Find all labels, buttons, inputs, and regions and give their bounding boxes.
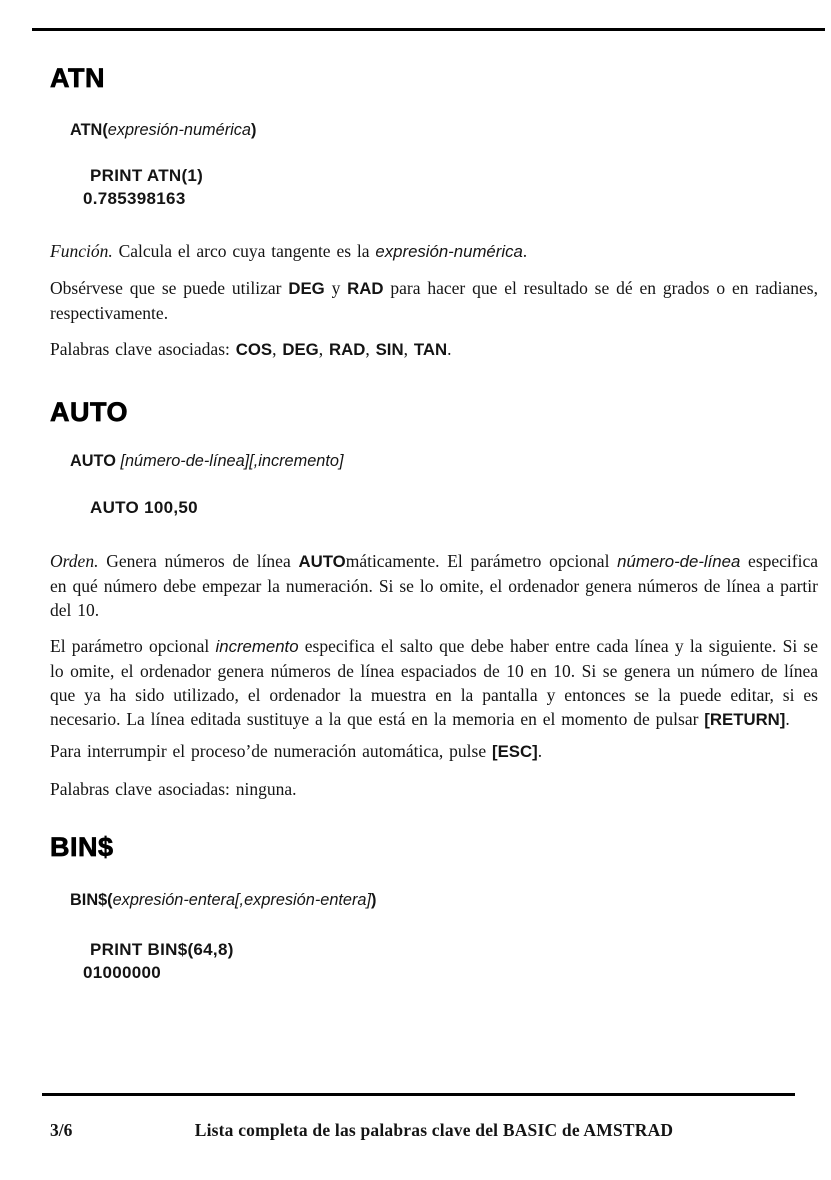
page-number: 3/6 [50,1120,73,1140]
text-run: . [522,241,528,261]
text-run: especifica el salto que debe haber entre cada línea y la siguiente. Si se lo omite, el ordenador genera números de línea espaciados de 10 en 10. Si se genera un número de línea que ya ha sido utilizado, el ordenador la muestra en la pantalla y entonces se la puede editar, si es necesario. La línea editada sustituye a la que está en la memoria en el momento de pulsar [50,636,819,729]
text-run: DEG [288,279,325,298]
example-output: 01000000 [83,963,162,982]
text-run: ) [251,121,257,139]
text-run: expresión-entera[,expresión-entera] [112,891,372,909]
text-run: especifica en qué número debe empezar la numeración. Si se lo omite, el ordenador genera números de línea a partir del 10. [50,551,818,620]
text-run: , [318,339,329,359]
text-run: BIN$( [70,891,113,909]
syntax-line [50,451,818,471]
text-run: incremento [215,637,299,656]
text-run: RAD [347,279,384,298]
description-paragraph [50,739,818,764]
code-example [50,496,818,519]
text-run: máticamente. El parámetro opcional [345,551,618,571]
related-keywords-paragraph [50,777,818,801]
section-atn [50,65,818,362]
text-run: y [324,278,348,298]
footer-title: Lista completa de las palabras clave del BASIC de AMSTRAD [194,1120,674,1140]
text-run: AUTO [298,552,346,571]
text-run: SIN [375,340,404,359]
text-run: . [537,741,543,761]
text-run: ATN( [70,121,108,139]
code-example [50,938,818,984]
text-run: Función. [50,241,113,261]
text-run: Calcula el arco cuya tangente es la [112,241,376,261]
example-output: 0.785398163 [83,189,186,208]
example-command: PRINT BIN$(64,8) [90,940,234,959]
text-run: AUTO [70,452,121,470]
code-example [50,164,818,210]
page-content [50,31,818,984]
keyword-heading: BIN$ [50,832,114,862]
example-command: AUTO 100,50 [90,498,198,517]
text-run: expresión-numérica [375,242,523,261]
text-run: , [365,339,376,359]
keyword-heading: ATN [50,63,105,93]
bottom-rule [42,1093,795,1096]
section-auto [50,399,818,801]
description-paragraph [50,549,818,622]
text-run: [RETURN] [704,710,786,729]
keyword-heading: AUTO [50,397,129,427]
text-run: . [447,339,452,359]
text-run: Genera números de línea [98,551,299,571]
text-run: número-de-línea [617,552,741,571]
related-keywords-paragraph [50,337,818,362]
text-run: COS [235,340,273,359]
text-run: [número-de-línea][,incremento] [120,452,344,470]
text-run: Obsérvese que se puede utilizar [50,278,289,298]
text-run: ) [371,891,377,909]
text-run: TAN [413,340,448,359]
text-run: , [403,339,414,359]
text-run: Para interrumpir el proceso’de numeración automática, pulse [50,741,493,761]
description-paragraph [50,634,818,732]
description-paragraph [50,239,818,264]
page-footer [50,1118,818,1142]
section-bin [50,834,818,984]
text-run: , [272,339,283,359]
example-command: PRINT ATN(1) [90,166,204,185]
text-run: para hacer que el resultado se dé en grados o en radianes, respectivamente. [50,278,818,323]
text-run: Palabras clave asociadas: [50,339,236,359]
text-run: expresión-numérica [107,121,252,139]
description-paragraph [50,276,818,325]
syntax-line [50,890,818,910]
text-run: DEG [282,340,319,359]
text-run: [ESC] [492,742,538,761]
syntax-line [50,120,818,140]
text-run: Orden. [50,551,99,571]
text-run: Palabras clave asociadas: ninguna. [50,779,297,799]
text-run: El parámetro opcional [50,636,216,656]
text-run: RAD [329,340,366,359]
text-run: . [785,709,790,729]
